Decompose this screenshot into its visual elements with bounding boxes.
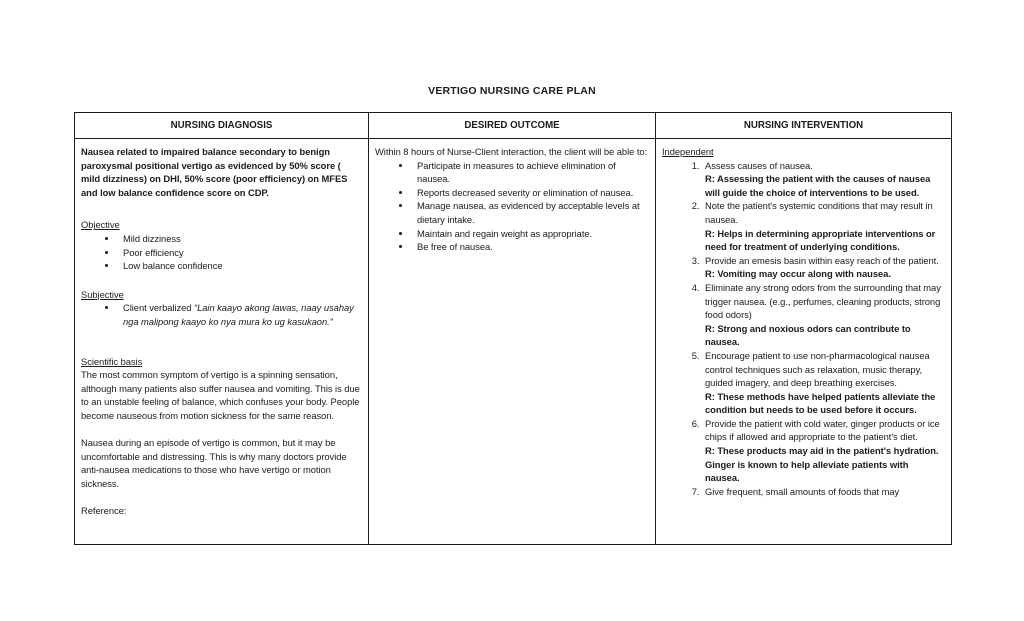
outcome-item: • Manage nausea, as evidenced by acceptable levels at dietary intake. (412, 199, 649, 226)
document-title: VERTIGO NURSING CARE PLAN (428, 85, 596, 97)
intervention-action: 3. Provide an emesis basin within easy reach of the patient. (705, 254, 939, 266)
scientific-basis-paragraphs (81, 368, 362, 490)
scientific-basis-paragraph: The most common symptom of vertigo is a spinning sensation, although many patients also suffer nausea and vomiting. This is due to an unstable feeling of balance, which confuses your body. People become nauseous from motion sickness for the same reason. (81, 369, 360, 421)
outcome-intro: Within 8 hours of Nurse-Client interaction, the client will be able to: (375, 146, 648, 157)
intervention-item (702, 485, 945, 499)
table-body-row (75, 139, 952, 545)
scientific-basis-paragraph: Nausea during an episode of vertigo is common, but it may be uncomfortable and distressing. This is why many doctors provide anti-nausea medications to those who have vertigo or motion sickness. (81, 437, 347, 489)
intervention-item (702, 159, 945, 200)
independent-label: Independent (662, 146, 714, 157)
outcome-cell-content (369, 139, 655, 544)
intervention-action: 4. Eliminate any strong odors from the surrounding that may trigger nausea. (e.g., perfumes, cleaning products, strong food odors) (705, 281, 941, 321)
objective-item: • Poor efficiency (118, 246, 362, 260)
intervention-action: 5. Encourage patient to use non-pharmacological nausea control techniques such as relaxation, music therapy, guided imagery, and deep breathing exercises. (705, 349, 930, 389)
diagnosis-statement: Nausea related to impaired balance secondary to benign paroxysmal positional vertigo as evidenced by 50% score ( mild dizziness) on DHI, 50% score (poor efficiency) on MFES and low balance confidence score on CDP. (81, 146, 348, 198)
intervention-rationale: R: These methods have helped patients alleviate the condition but needs to be used before it occurs. (705, 390, 936, 416)
objective-item: • Low balance confidence (118, 259, 362, 273)
intervention-item (702, 281, 945, 349)
cell-nursing-intervention (656, 139, 952, 545)
outcome-item: • Participate in measures to achieve elimination of nausea. (412, 159, 649, 186)
cell-nursing-diagnosis (75, 139, 369, 545)
cell-desired-outcome (369, 139, 656, 545)
intervention-rationale: R: Helps in determining appropriate interventions or need for treatment of underlying conditions. (705, 227, 936, 253)
reference-label: Reference: (81, 505, 127, 517)
header-desired-outcome: DESIRED OUTCOME (369, 113, 656, 139)
outcome-list (375, 159, 649, 254)
intervention-item (702, 199, 945, 253)
scientific-basis-label: Scientific basis (81, 355, 143, 367)
subjective-label: Subjective (81, 288, 124, 300)
intervention-item (702, 349, 945, 417)
intervention-action: 6. Provide the patient with cold water, ginger products or ice chips if allowed and appropriate to the patient's diet. (705, 417, 940, 443)
intervention-cell-content (656, 139, 951, 544)
intervention-action: 7. Give frequent, small amounts of foods that may (705, 485, 900, 497)
subjective-prefix: Client verbalized (123, 302, 195, 314)
outcome-item: • Be free of nausea. (412, 240, 649, 254)
intervention-rationale: R: Vomiting may occur along with nausea. (705, 268, 891, 280)
objective-item: • Mild dizziness (118, 232, 362, 246)
outcome-item: • Maintain and regain weight as appropriate. (412, 227, 649, 241)
subjective-list (81, 301, 362, 328)
intervention-action: 2. Note the patient's systemic conditions that may result in nausea. (705, 200, 933, 225)
objective-list (81, 232, 362, 273)
intervention-rationale: R: Strong and noxious odors can contribute to nausea. (705, 322, 911, 348)
diagnosis-cell-content (75, 139, 368, 544)
header-nursing-intervention: NURSING INTERVENTION (656, 113, 952, 139)
subjective-item (118, 301, 362, 328)
intervention-list (662, 159, 945, 499)
intervention-item (702, 254, 945, 281)
subjective-quote: “Lain kaayo akong lawas, naay usahay nga malipong kaayo ko nya mura ko ug kasukaon.” (123, 302, 354, 327)
table-header-row (75, 113, 952, 139)
outcome-item: • Reports decreased severity or elimination of nausea. (412, 186, 649, 200)
header-nursing-diagnosis: NURSING DIAGNOSIS (75, 113, 369, 139)
intervention-rationale: R: These products may aid in the patient's hydration. Ginger is known to help alleviate patients with nausea. (705, 445, 939, 484)
objective-label: Objective (81, 219, 120, 231)
intervention-action: 1. Assess causes of nausea. (705, 159, 813, 171)
intervention-item (702, 417, 945, 485)
intervention-rationale: R: Assessing the patient with the causes of nausea will guide the choice of interventions to be used. (705, 173, 931, 198)
care-plan-table (74, 112, 952, 545)
